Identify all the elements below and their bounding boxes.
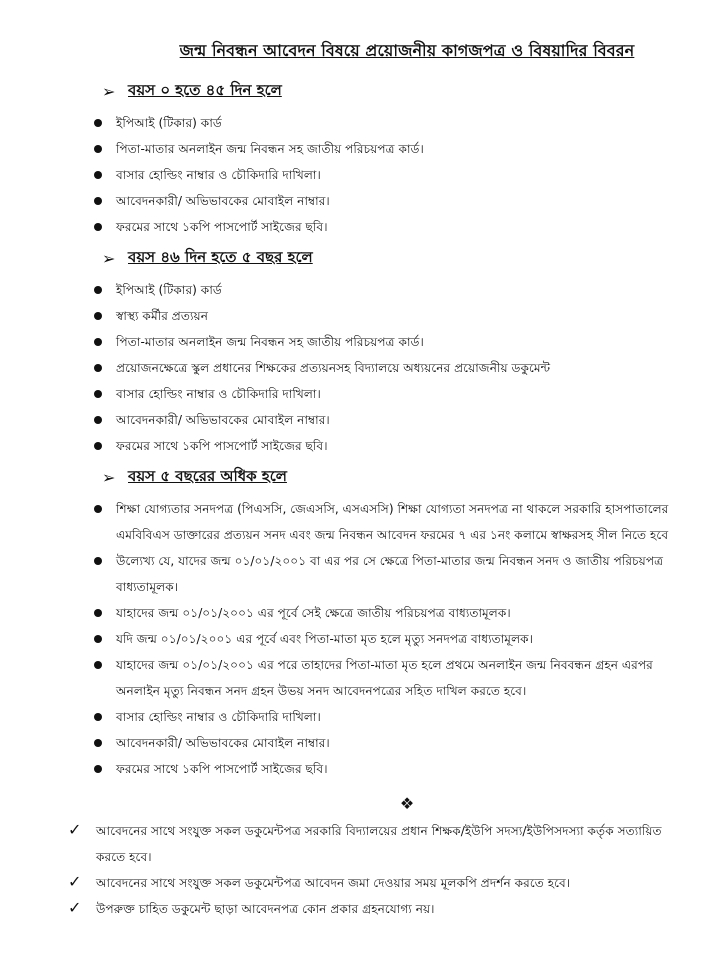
bullet-dot-icon [94, 416, 102, 424]
bullet-dot-icon [94, 119, 102, 127]
bullet-dot-icon [94, 390, 102, 398]
section-heading [74, 79, 680, 104]
bullet-dot-icon [94, 713, 102, 721]
list-item [74, 433, 680, 459]
bullet-dot-icon [94, 312, 102, 320]
list-item-text: আবেদনকারী/ অভিভাবকের মোবাইল নাম্বার। [116, 194, 330, 208]
section [74, 246, 680, 465]
list-item [74, 136, 680, 162]
list-item [74, 381, 680, 407]
section [74, 79, 680, 246]
bullet-dot-icon [94, 442, 102, 450]
list-item-text: যাহাদের জন্ম ০১/০১/২০০১ এর পূর্বে সেই ক্ষেত্রে জাতীয় পরিচয়পত্র বাধ্যতামূলক। [116, 606, 511, 620]
bullet-dot-icon [94, 505, 102, 513]
list-item-text: ইপিআই (টিকার) কার্ড [116, 116, 222, 130]
list-item [74, 730, 680, 756]
notes-list [68, 818, 680, 922]
list-item-text: বাসার হোল্ডিং নাম্বার ও চৌকিদারি দাখিলা। [116, 710, 321, 724]
list-item-text: শিক্ষা যোগ্যতার সনদপত্র (পিএসসি, জেএসসি, এসএসসি) শিক্ষা যোগ্যতা সনদপত্র না থাকলে সরকারি হাসপাতালের এমবিবিএস ডাক্তারের প্রত্যয়ন সনদ এবং জন্ম নিবন্ধন আবেদন ফরমের ৭ এর ১নং কলামে স্বাক্ষরসহ সীল নিতে হবে [116, 502, 669, 542]
list-item [74, 329, 680, 355]
list-item [74, 652, 680, 704]
arrow-bullet-icon: ➢ [102, 82, 116, 101]
list-item-text: ফরমের সাথে ১কপি পাসপোর্ট সাইজের ছবি। [116, 762, 328, 776]
bullet-dot-icon [94, 223, 102, 231]
checkmark-icon: ✓ [68, 872, 82, 891]
section-heading [74, 246, 680, 271]
note-item [68, 896, 680, 922]
checkmark-icon: ✓ [68, 820, 82, 839]
bullet-dot-icon [94, 197, 102, 205]
list-item [74, 548, 680, 600]
list-item-text: উল্যেখ্য যে, যাদের জন্ম ০১/০১/২০০১ বা এর পর সে ক্ষেত্রে পিতা-মাতার জন্ম নিবন্ধন সনদ ও জাতীয় পরিচয়পত্র বাধ্যতামূলক। [116, 554, 664, 594]
note-item [68, 818, 680, 870]
checkmark-icon: ✓ [68, 898, 82, 917]
list-item-text: বাসার হোল্ডিং নাম্বার ও চৌকিদারি দাখিলা। [116, 168, 321, 182]
bullet-dot-icon [94, 739, 102, 747]
list-item [74, 626, 680, 652]
bullet-dot-icon [94, 286, 102, 294]
list-item [74, 496, 680, 548]
bullet-dot-icon [94, 145, 102, 153]
bullet-dot-icon [94, 635, 102, 643]
list-item [74, 277, 680, 303]
list-item [74, 162, 680, 188]
list-item-text: পিতা-মাতার অনলাইন জন্ম নিবন্ধন সহ জাতীয় পরিচয়পত্র কার্ড। [116, 142, 424, 156]
bullet-dot-icon [94, 609, 102, 617]
note-text: আবেদনের সাথে সংযুক্ত সকল ডকুমেন্টপত্র আবেদন জমা দেওয়ার সময় মূলকপি প্রদর্শন করতে হবে। [96, 876, 571, 890]
bullet-dot-icon [94, 171, 102, 179]
list-item [74, 600, 680, 626]
bullet-dot-icon [94, 364, 102, 372]
section-heading [74, 465, 680, 490]
list-item [74, 407, 680, 433]
list-item-text: বাসার হোল্ডিং নাম্বার ও চৌকিদারি দাখিলা। [116, 387, 321, 401]
list-item [74, 756, 680, 782]
list-item-text: আবেদনকারী/ অভিভাবকের মোবাইল নাম্বার। [116, 736, 330, 750]
bullet-dot-icon [94, 338, 102, 346]
list-item-text: ইপিআই (টিকার) কার্ড [116, 283, 222, 297]
bullet-dot-icon [94, 557, 102, 565]
arrow-bullet-icon: ➢ [102, 468, 116, 487]
list-item-text: স্বাস্থ্য কর্মীর প্রত্যয়ন [116, 309, 209, 323]
section-heading-text: বয়স ৪৬ দিন হতে ৫ বছর হলে [128, 248, 313, 266]
list-item [74, 704, 680, 730]
note-item [68, 870, 680, 896]
section-heading-text: বয়স ৫ বছরের অধিক হলে [128, 467, 287, 485]
list-item-text: আবেদনকারী/ অভিভাবকের মোবাইল নাম্বার। [116, 413, 330, 427]
list-item [74, 214, 680, 240]
list-item [74, 188, 680, 214]
list-item-text: পিতা-মাতার অনলাইন জন্ম নিবন্ধন সহ জাতীয় পরিচয়পত্র কার্ড। [116, 335, 424, 349]
divider-diamond-icon: ❖ [399, 794, 415, 813]
section [74, 465, 680, 788]
section-heading-text: বয়স ০ হতে ৪৫ দিন হলে [128, 81, 282, 99]
arrow-bullet-icon: ➢ [102, 249, 116, 268]
list-item [74, 110, 680, 136]
list-item [74, 303, 680, 329]
document-title: জন্ম নিবন্ধন আবেদন বিষয়ে প্রয়োজনীয় কাগজপত্র ও বিষয়াদির বিবরন [179, 41, 635, 60]
list-item-text: যাহাদের জন্ম ০১/০১/২০০১ এর পরে তাহাদের পিতা-মাতা মৃত হলে প্রথমে অনলাইন জন্ম নিববন্ধন গ্রহন এরপর অনলাইন মৃত্যু নিবন্ধন সনদ গ্রহন উভয় সনদ আবেদনপত্রের সহিত দাখিল করতে হবে। [116, 658, 653, 698]
note-text: আবেদনের সাথে সংযুক্ত সকল ডকুমেন্টপত্র সরকারি বিদ্যালয়ের প্রধান শিক্ষক/ইউপি সদস্য/ইউপিসদস্যা কর্তৃক সত্যায়িত করতে হবে। [96, 824, 662, 864]
bullet-dot-icon [94, 661, 102, 669]
note-text: উপরুক্ত চাহিত ডকুমেন্ট ছাড়া আবেদনপত্র কোন প্রকার গ্রহনযোগ্য নয়। [96, 902, 435, 916]
bullet-dot-icon [94, 765, 102, 773]
list-item-text: প্রয়োজনক্ষেত্রে স্কুল প্রধানের শিক্ষকের প্রত্যয়নসহ বিদ্যালয়ে অধ্যয়নের প্রয়োজনীয় ডকুমেন্ট [116, 361, 551, 375]
list-item-text: ফরমের সাথে ১কপি পাসপোর্ট সাইজের ছবি। [116, 439, 328, 453]
list-item-text: ফরমের সাথে ১কপি পাসপোর্ট সাইজের ছবি। [116, 220, 328, 234]
sections-container [74, 79, 680, 788]
list-item [74, 355, 680, 381]
list-item-text: যদি জন্ম ০১/০১/২০০১ এর পূর্বে এবং পিতা-মাতা মৃত হলে মৃত্যু সনদপত্র বাধ্যতামূলক। [116, 632, 534, 646]
